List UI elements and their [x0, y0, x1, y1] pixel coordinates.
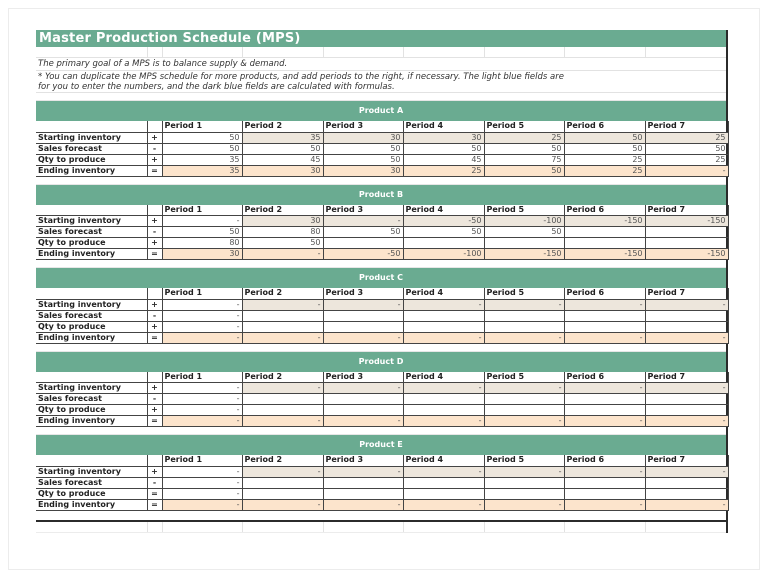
input-cell[interactable]: 50 [484, 227, 564, 238]
period-header: Period 2 [242, 121, 323, 132]
period-header: Period 5 [484, 121, 564, 132]
input-cell[interactable]: - [162, 394, 242, 405]
calculated-cell[interactable]: 35 [242, 132, 323, 143]
products-container [36, 93, 726, 522]
period-header: Period 4 [403, 288, 484, 299]
input-cell[interactable] [484, 321, 564, 332]
period-header: Period 4 [403, 372, 484, 383]
row-label: Starting inventory [36, 132, 147, 143]
input-cell[interactable] [403, 238, 484, 249]
row-label: Ending inventory [36, 249, 147, 260]
period-header: Period 2 [242, 372, 323, 383]
table-row [36, 165, 728, 176]
table-row [36, 216, 728, 227]
period-header-row [36, 121, 728, 132]
input-cell[interactable]: - [162, 488, 242, 499]
calculated-cell[interactable]: - [645, 299, 728, 310]
period-header-row [36, 205, 728, 216]
input-cell[interactable] [645, 310, 728, 321]
calculated-cell[interactable]: - [645, 165, 728, 176]
row-label: Starting inventory [36, 299, 147, 310]
table-row [36, 238, 728, 249]
operator-sign: = [147, 416, 162, 427]
period-header: Period 5 [484, 372, 564, 383]
input-cell[interactable] [242, 405, 323, 416]
product-header: Product D [36, 352, 726, 372]
calculated-cell[interactable]: 30 [162, 249, 242, 260]
spacer-row [36, 177, 726, 185]
input-cell[interactable] [323, 488, 403, 499]
product-table [36, 121, 729, 177]
input-cell[interactable] [403, 405, 484, 416]
input-cell[interactable]: 50 [323, 227, 403, 238]
input-cell[interactable] [484, 405, 564, 416]
calculated-cell[interactable]: - [162, 499, 242, 510]
input-cell[interactable]: 50 [323, 154, 403, 165]
calculated-cell[interactable]: - [403, 416, 484, 427]
calculated-cell[interactable]: -50 [403, 216, 484, 227]
row-label: Ending inventory [36, 332, 147, 343]
operator-sign: = [147, 499, 162, 510]
period-header: Period 7 [645, 372, 728, 383]
input-cell[interactable]: 75 [484, 154, 564, 165]
instructions-line-1: * You can duplicate the MPS schedule for more products, and add periods to the right, if necessary. The light blue fields are [38, 72, 564, 82]
calculated-cell[interactable]: -100 [484, 216, 564, 227]
blank-cell [36, 455, 147, 466]
calculated-cell[interactable]: - [242, 466, 323, 477]
table-row [36, 394, 728, 405]
operator-sign: = [147, 488, 162, 499]
period-header: Period 4 [403, 205, 484, 216]
input-cell[interactable]: 35 [162, 154, 242, 165]
period-header: Period 6 [564, 372, 645, 383]
blank-cell [147, 372, 162, 383]
calculated-cell[interactable]: 25 [403, 165, 484, 176]
row-label: Qty to produce [36, 488, 147, 499]
input-cell[interactable] [242, 310, 323, 321]
calculated-cell[interactable]: -50 [323, 249, 403, 260]
calculated-cell[interactable]: 30 [242, 165, 323, 176]
blank-cell [36, 372, 147, 383]
input-cell[interactable] [484, 488, 564, 499]
product-table [36, 288, 729, 344]
operator-sign: - [147, 227, 162, 238]
input-cell[interactable]: 80 [162, 238, 242, 249]
input-cell[interactable] [242, 477, 323, 488]
calculated-cell[interactable]: - [403, 499, 484, 510]
calculated-cell[interactable]: - [484, 466, 564, 477]
table-row [36, 488, 728, 499]
calculated-cell[interactable]: - [645, 416, 728, 427]
product-table [36, 205, 729, 261]
instructions-line-2: for you to enter the numbers, and the dark blue fields are calculated with formulas. [38, 82, 395, 92]
input-cell[interactable] [564, 405, 645, 416]
table-row [36, 332, 728, 343]
operator-sign: + [147, 154, 162, 165]
operator-sign: - [147, 310, 162, 321]
input-cell[interactable] [484, 238, 564, 249]
calculated-cell[interactable]: - [242, 383, 323, 394]
row-label: Sales forecast [36, 394, 147, 405]
table-row [36, 227, 728, 238]
row-label: Qty to produce [36, 405, 147, 416]
calculated-cell[interactable]: - [484, 416, 564, 427]
calculated-cell[interactable]: - [323, 383, 403, 394]
operator-sign: + [147, 132, 162, 143]
calculated-cell[interactable]: - [645, 383, 728, 394]
table-row [36, 143, 728, 154]
empty-row [36, 522, 726, 533]
product-header: Product A [36, 101, 726, 121]
product-block-product-e [36, 427, 726, 511]
table-row [36, 321, 728, 332]
calculated-cell[interactable]: 30 [242, 216, 323, 227]
period-header: Period 5 [484, 455, 564, 466]
calculated-cell[interactable]: - [403, 299, 484, 310]
period-header: Period 3 [323, 205, 403, 216]
spacer-row [36, 344, 726, 352]
calculated-cell[interactable]: -150 [645, 216, 728, 227]
input-cell[interactable] [645, 394, 728, 405]
input-cell[interactable] [242, 488, 323, 499]
input-cell[interactable] [242, 321, 323, 332]
operator-sign: = [147, 249, 162, 260]
input-cell[interactable]: 50 [242, 143, 323, 154]
blank-cell [147, 455, 162, 466]
input-cell[interactable] [645, 477, 728, 488]
product-header: Product C [36, 268, 726, 288]
period-header: Period 1 [162, 121, 242, 132]
calculated-cell[interactable]: - [242, 332, 323, 343]
calculated-cell[interactable]: 30 [323, 165, 403, 176]
period-header: Period 4 [403, 455, 484, 466]
operator-sign: = [147, 165, 162, 176]
table-row [36, 310, 728, 321]
calculated-cell[interactable]: - [564, 299, 645, 310]
calculated-cell[interactable]: -150 [564, 216, 645, 227]
input-cell[interactable] [645, 227, 728, 238]
calculated-cell[interactable]: -150 [645, 249, 728, 260]
calculated-cell[interactable]: 50 [484, 165, 564, 176]
intro-text: The primary goal of a MPS is to balance supply & demand. [36, 58, 726, 71]
calculated-cell[interactable]: -150 [564, 249, 645, 260]
calculated-cell[interactable]: - [564, 383, 645, 394]
blank-cell [36, 288, 147, 299]
calculated-cell[interactable]: - [323, 216, 403, 227]
calculated-cell[interactable]: 25 [564, 165, 645, 176]
input-cell[interactable] [323, 321, 403, 332]
calculated-cell[interactable]: -150 [484, 249, 564, 260]
calculated-cell[interactable]: - [323, 299, 403, 310]
product-header: Product E [36, 435, 726, 455]
input-cell[interactable]: - [162, 216, 242, 227]
period-header: Period 2 [242, 455, 323, 466]
input-cell[interactable] [645, 321, 728, 332]
input-cell[interactable]: - [162, 477, 242, 488]
row-label: Qty to produce [36, 154, 147, 165]
calculated-cell[interactable]: - [323, 499, 403, 510]
input-cell[interactable] [484, 310, 564, 321]
input-cell[interactable] [323, 238, 403, 249]
period-header: Period 2 [242, 288, 323, 299]
operator-sign: = [147, 332, 162, 343]
row-label: Sales forecast [36, 143, 147, 154]
calculated-cell[interactable]: 50 [564, 132, 645, 143]
calculated-cell[interactable]: - [484, 383, 564, 394]
period-header: Period 1 [162, 288, 242, 299]
period-header: Period 7 [645, 455, 728, 466]
input-cell[interactable]: 50 [242, 238, 323, 249]
input-cell[interactable] [403, 488, 484, 499]
input-cell[interactable] [645, 405, 728, 416]
row-label: Qty to produce [36, 321, 147, 332]
period-header: Period 5 [484, 205, 564, 216]
calculated-cell[interactable]: - [323, 416, 403, 427]
row-label: Sales forecast [36, 227, 147, 238]
row-label: Ending inventory [36, 416, 147, 427]
calculated-cell[interactable]: - [162, 332, 242, 343]
operator-sign: - [147, 143, 162, 154]
calculated-cell[interactable]: - [323, 332, 403, 343]
instructions-note [36, 71, 726, 93]
input-cell[interactable]: - [162, 310, 242, 321]
input-cell[interactable]: 50 [403, 227, 484, 238]
calculated-cell[interactable]: - [242, 299, 323, 310]
calculated-cell[interactable]: - [484, 499, 564, 510]
input-cell[interactable]: 50 [162, 143, 242, 154]
input-cell[interactable]: 25 [645, 154, 728, 165]
product-block-product-a [36, 93, 726, 177]
input-cell[interactable] [323, 477, 403, 488]
operator-sign: + [147, 383, 162, 394]
calculated-cell[interactable]: 25 [484, 132, 564, 143]
input-cell[interactable] [403, 477, 484, 488]
period-header: Period 3 [323, 288, 403, 299]
input-cell[interactable] [564, 394, 645, 405]
row-label: Ending inventory [36, 165, 147, 176]
row-label: Ending inventory [36, 499, 147, 510]
input-cell[interactable]: 50 [323, 143, 403, 154]
period-header: Period 1 [162, 205, 242, 216]
product-table [36, 372, 729, 428]
blank-cell [147, 121, 162, 132]
row-label: Qty to produce [36, 238, 147, 249]
table-row [36, 416, 728, 427]
calculated-cell[interactable]: - [162, 416, 242, 427]
table-row [36, 466, 728, 477]
empty-row [36, 47, 726, 58]
calculated-cell[interactable]: 35 [162, 165, 242, 176]
input-cell[interactable] [403, 394, 484, 405]
calculated-cell[interactable]: - [403, 332, 484, 343]
input-cell[interactable]: 50 [484, 143, 564, 154]
calculated-cell[interactable]: -100 [403, 249, 484, 260]
table-row [36, 383, 728, 394]
input-cell[interactable]: 50 [645, 143, 728, 154]
period-header: Period 6 [564, 288, 645, 299]
input-cell[interactable]: 50 [564, 143, 645, 154]
operator-sign: - [147, 394, 162, 405]
product-block-product-d [36, 344, 726, 428]
table-row [36, 405, 728, 416]
input-cell[interactable] [564, 310, 645, 321]
period-header: Period 7 [645, 121, 728, 132]
calculated-cell[interactable]: - [403, 466, 484, 477]
product-header: Product B [36, 185, 726, 205]
calculated-cell[interactable]: 25 [645, 132, 728, 143]
table-row [36, 132, 728, 143]
operator-sign: + [147, 466, 162, 477]
input-cell[interactable] [564, 477, 645, 488]
calculated-cell[interactable]: - [645, 332, 728, 343]
input-cell[interactable] [323, 394, 403, 405]
calculated-cell[interactable]: - [242, 416, 323, 427]
period-header: Period 3 [323, 372, 403, 383]
table-row [36, 154, 728, 165]
period-header-row [36, 455, 728, 466]
period-header: Period 7 [645, 288, 728, 299]
table-row [36, 499, 728, 510]
calculated-cell[interactable]: - [484, 332, 564, 343]
blank-cell [36, 205, 147, 216]
table-row [36, 249, 728, 260]
calculated-cell[interactable]: - [645, 466, 728, 477]
operator-sign: + [147, 238, 162, 249]
input-cell[interactable]: - [162, 405, 242, 416]
period-header: Period 6 [564, 121, 645, 132]
row-label: Starting inventory [36, 383, 147, 394]
input-cell[interactable]: 50 [162, 132, 242, 143]
table-row [36, 477, 728, 488]
period-header: Period 4 [403, 121, 484, 132]
input-cell[interactable]: 45 [403, 154, 484, 165]
calculated-cell[interactable]: - [242, 499, 323, 510]
input-cell[interactable] [323, 405, 403, 416]
input-cell[interactable] [645, 238, 728, 249]
period-header: Period 1 [162, 372, 242, 383]
input-cell[interactable] [484, 477, 564, 488]
row-label: Starting inventory [36, 216, 147, 227]
input-cell[interactable] [564, 238, 645, 249]
calculated-cell[interactable]: 30 [323, 132, 403, 143]
period-header: Period 2 [242, 205, 323, 216]
row-label: Starting inventory [36, 466, 147, 477]
product-block-product-c [36, 260, 726, 344]
input-cell[interactable]: - [162, 299, 242, 310]
sheet-bottom-border [36, 511, 726, 522]
calculated-cell[interactable]: - [484, 299, 564, 310]
calculated-cell[interactable]: - [564, 499, 645, 510]
spacer-row [36, 260, 726, 268]
input-cell[interactable]: 50 [162, 227, 242, 238]
calculated-cell[interactable]: - [564, 332, 645, 343]
calculated-cell[interactable]: - [242, 249, 323, 260]
spacer-row [36, 427, 726, 435]
operator-sign: - [147, 477, 162, 488]
input-cell[interactable] [564, 488, 645, 499]
operator-sign: + [147, 405, 162, 416]
period-header: Period 6 [564, 455, 645, 466]
period-header: Period 1 [162, 455, 242, 466]
spacer-row [36, 93, 726, 101]
blank-cell [147, 288, 162, 299]
input-cell[interactable] [403, 321, 484, 332]
sheet-title: Master Production Schedule (MPS) [36, 30, 726, 47]
period-header: Period 3 [323, 455, 403, 466]
calculated-cell[interactable]: - [564, 466, 645, 477]
blank-cell [36, 121, 147, 132]
calculated-cell[interactable]: - [403, 383, 484, 394]
period-header-row [36, 288, 728, 299]
calculated-cell[interactable]: - [564, 416, 645, 427]
input-cell[interactable] [564, 227, 645, 238]
product-block-product-b [36, 177, 726, 261]
operator-sign: + [147, 321, 162, 332]
operator-sign: + [147, 216, 162, 227]
operator-sign: + [147, 299, 162, 310]
table-row [36, 299, 728, 310]
input-cell[interactable]: - [162, 321, 242, 332]
calculated-cell[interactable]: 30 [403, 132, 484, 143]
blank-cell [147, 205, 162, 216]
input-cell[interactable] [323, 310, 403, 321]
input-cell[interactable]: - [162, 383, 242, 394]
input-cell[interactable] [403, 310, 484, 321]
input-cell[interactable]: - [162, 466, 242, 477]
input-cell[interactable] [645, 488, 728, 499]
calculated-cell[interactable]: - [323, 466, 403, 477]
calculated-cell[interactable]: - [645, 499, 728, 510]
input-cell[interactable]: 80 [242, 227, 323, 238]
period-header: Period 3 [323, 121, 403, 132]
period-header-row [36, 372, 728, 383]
input-cell[interactable]: 50 [403, 143, 484, 154]
period-header: Period 7 [645, 205, 728, 216]
input-cell[interactable] [484, 394, 564, 405]
product-table [36, 455, 729, 511]
mps-sheet [36, 30, 728, 533]
period-header: Period 6 [564, 205, 645, 216]
input-cell[interactable] [242, 394, 323, 405]
input-cell[interactable] [564, 321, 645, 332]
row-label: Sales forecast [36, 310, 147, 321]
input-cell[interactable]: 25 [564, 154, 645, 165]
input-cell[interactable]: 45 [242, 154, 323, 165]
period-header: Period 5 [484, 288, 564, 299]
row-label: Sales forecast [36, 477, 147, 488]
